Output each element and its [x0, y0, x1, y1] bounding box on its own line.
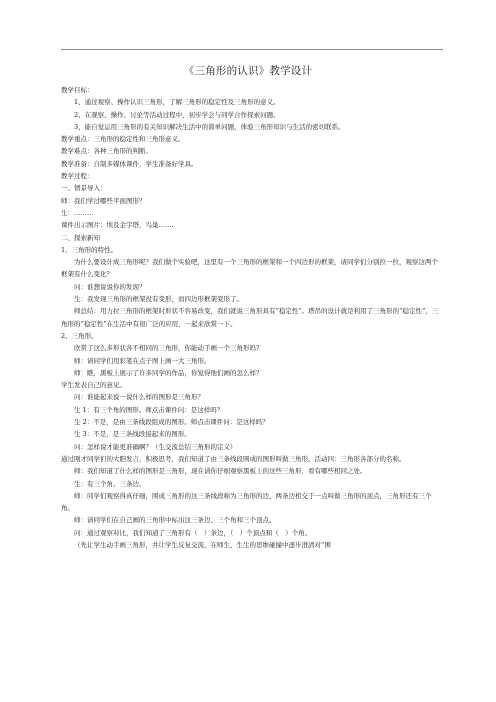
- paragraph: 生：我发现三角形的框架没有变形，而四边形框架变形了。: [74, 295, 243, 304]
- paragraph: （先让学生动手画三角形，并让学生反复交流，在师生、生生的思维碰撞中逐步澄清对“围: [74, 540, 331, 549]
- paragraph: 教学过程：: [61, 172, 94, 181]
- header-rule: [61, 49, 443, 50]
- paragraph: 生 2：不是，是由三条线段组成的图形。师点击课件问：是这样吗？: [74, 418, 269, 427]
- document-title: 《三角形的认识》教学设计: [183, 65, 313, 77]
- paragraph: 教学目标：: [61, 86, 94, 94]
- paragraph: 问：怎样说才能更准确啊？（生交流总结三角形的定义）: [74, 442, 237, 451]
- paragraph: 一、情景导入：: [61, 184, 107, 193]
- paragraph: 3、能自觉运用三角形的有关知识解决生活中的简单问题，体验三角形知识与生活的密切联系。: [74, 122, 345, 131]
- paragraph: 师：同学们观察得真仔细，围成三角形的这三条线段称为三角形的边，两条边相交于一点叫做三角形的顶点，三角形还有三个角。: [61, 491, 432, 513]
- paragraph: 二、探索新知: [61, 233, 100, 242]
- paragraph: 师：我们知道了什么样的图形是三角形，现在请你仔细观察黑板上的这些三角形，看有哪些相同之处。: [74, 467, 367, 476]
- paragraph: 2、在观察、操作、讨论等活动过程中，初步学会与同学合作探索问题。: [74, 110, 280, 119]
- paragraph: 生 1：有三个角的图形。师点击课件问：是这样吗？: [74, 405, 224, 414]
- paragraph: 生：………: [61, 208, 94, 217]
- paragraph: 问：谁想说说你的发现？: [74, 282, 146, 291]
- paragraph: 生：有三个角、三条边。: [74, 479, 146, 488]
- paragraph: 教学难点：各种三角形的判断。: [61, 147, 152, 156]
- paragraph: 师总结：用力拉三角形的框架时形状不容易改变，我们就说三角形具有“稳定性”。塔吊的设计就是利用了三角形的“稳定性”，三角形的“稳定性”在生活中有很广泛的应用，一起来欣赏一下。: [61, 307, 439, 328]
- paragraph: 问：通过观察对比，我们知道了三角形有（ ）条边，（ ）个顶点和（ ）个角。: [74, 528, 312, 537]
- paragraph: 课件出示图片：埃及金字塔，鸟巢…….: [61, 221, 174, 230]
- paragraph: 为什么要设计成三角形呢？我们做个实验吧，这里有一个三角形的框架和一个四边形的框架，请同学们分别拉一拉，观察这两个框架有什么变化？: [61, 258, 438, 279]
- paragraph: 1、三角形的特性。: [61, 245, 118, 254]
- paragraph: 师：我们学过哪些平面图形？: [61, 196, 146, 205]
- paragraph: 1、通过观察、操作认识三角形，了解三角形的稳定性及三角形的意义。: [74, 98, 280, 107]
- paragraph: 师：瞧，黑板上展示了许多同学的作品，你觉得他们画的怎么样？: [74, 368, 263, 377]
- paragraph: 2、三角形。: [61, 331, 98, 340]
- paragraph: 生 3：不是，是三条线段接起来的图形。: [74, 430, 191, 439]
- paragraph: 学生发表自己的意见。: [61, 381, 126, 390]
- document-body: [61, 84, 443, 551]
- paragraph: 师：请同学们用彩笔在点子图上画一大三角形。: [74, 356, 211, 365]
- paragraph: 欣赏了这么多形状各不相同的三角形，你能动手画一个三角形吗？: [74, 344, 263, 353]
- paragraph: 教学准备：自制多媒体课件，学生准备好学具。: [61, 159, 198, 168]
- paragraph: 通过刚才同学们的大胆发言，积极思考，我们知道了由三条线段围成的图形叫做三角形。活动四：三角形各部分的名称。: [61, 454, 406, 463]
- paragraph: 问：谁能起来说一说什么样的图形是三角形？: [74, 393, 204, 402]
- paragraph: 教学重点：三角形的稳定性和三角形意义。: [61, 135, 185, 144]
- paragraph: 师：请同学们在自己画的三角形中标出这三条边、三个角和三个顶点。: [74, 516, 276, 525]
